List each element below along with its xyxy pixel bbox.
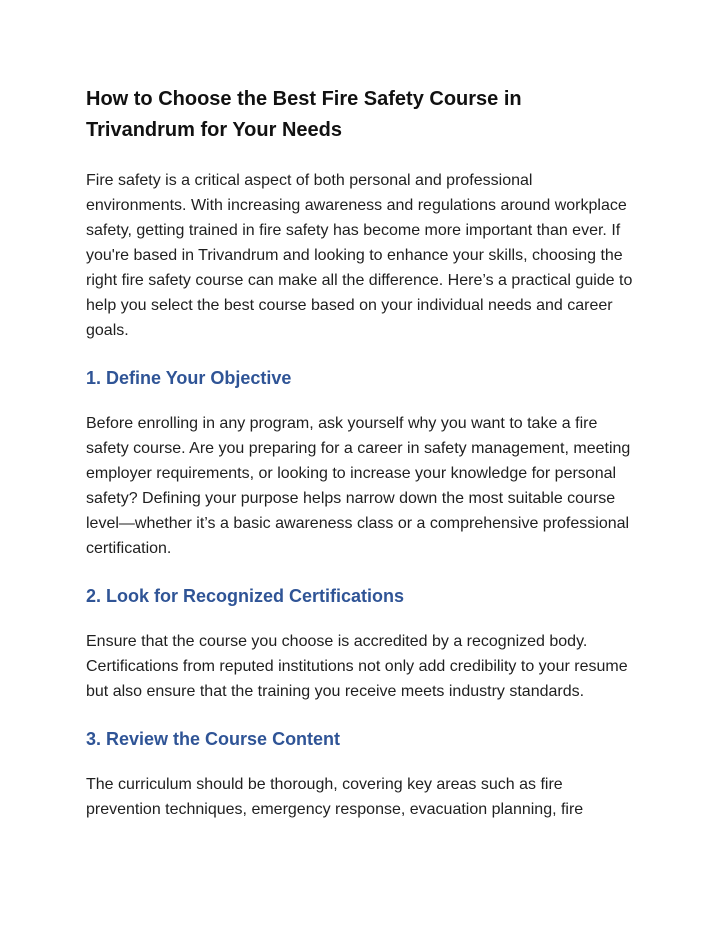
- section-body-certifications: Ensure that the course you choose is accredited by a recognized body. Certifications from reputed institutions not only add credibility to your resume but also ensure that the training you receive meets industry standards.: [86, 633, 628, 700]
- section-body-course-content: The curriculum should be thorough, covering key areas such as fire prevention techniques, emergency response, evacuation planning, fire: [86, 776, 584, 818]
- document-title: How to Choose the Best Fire Safety Course in Trivandrum for Your Needs: [86, 88, 522, 141]
- section-heading-course-content: 3. Review the Course Content: [86, 729, 341, 749]
- section-heading-objective: 1. Define Your Objective: [86, 368, 292, 388]
- section-body-objective: Before enrolling in any program, ask yourself why you want to take a fire safety course. Are you preparing for a career in safety management, meeting employer requirements, or looking to increase your knowledge for personal safety? Defining your purpose helps narrow down the most suitable course level—whether it’s a basic awareness class or a comprehensive professional certification.: [86, 415, 631, 557]
- section-heading-certifications: 2. Look for Recognized Certifications: [86, 586, 405, 606]
- intro-paragraph: Fire safety is a critical aspect of both personal and professional environments. With increasing awareness and regulations around workplace safety, getting trained in fire safety has become more important than ever. If you're based in Trivandrum and looking to enhance your skills, choosing the right fire safety course can make all the difference. Here’s a practical guide to help you select the best course based on your individual needs and career goals.: [86, 172, 633, 339]
- document-body: [86, 84, 634, 822]
